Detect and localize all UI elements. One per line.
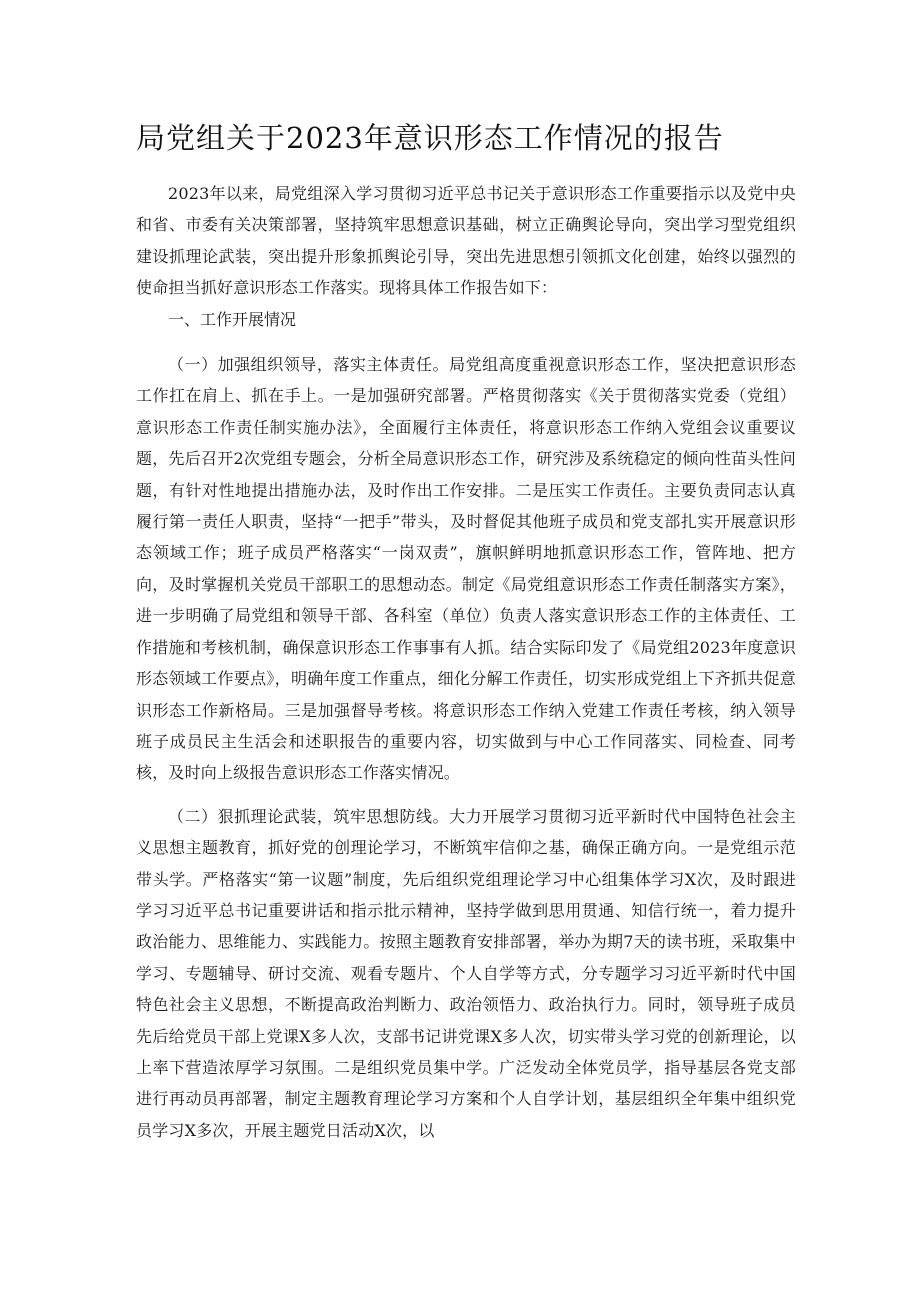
section-heading-1: 一、工作开展情况 (168, 309, 297, 329)
body-paragraph-2: （二）狠抓理论武装，筑牢思想防线。大力开展学习贯彻习近平新时代中国特色社会主义思想主题教育，抓好党的创理论学习，不断筑牢信仰之基，确保正确方向。一是党组示范带头学。严格落实“第一议题”制度，先后组织党组理论学习中心组集体学习X次，及时跟进学习习近平总书记重要讲话和指示批示精神，坚持学做到思用贯通、知信行统一，着力提升政治能力、思维能力、实践能力。按照主题教育安排部署，举办为期7天的读书班，采取集中学习、专题辅导、研讨交流、观看专题片、个人自学等方式，分专题学习习近平新时代中国特色社会主义思想，不断提高政治判断力、政治领悟力、政治执行力。同时，领导班子成员先后给党员干部上党课X多人次，支部书记讲党课X多人次，切实带头学习党的创新理论，以上率下营造浓厚学习氛围。二是组织党员集中学。广泛发动全体党员学，指导基层各党支部进行再动员再部署，制定主题教育理论学习方案和个人自学计划，基层组织全年集中组织党员学习X多次，开展主题党日活动X次，以 (136, 806, 796, 1140)
document-body (136, 178, 796, 1146)
document-title: 局党组关于2023年意识形态工作情况的报告 (136, 121, 724, 155)
body-paragraph-1: （一）加强组织领导，落实主体责任。局党组高度重视意识形态工作，坚决把意识形态工作扛在肩上、抓在手上。一是加强研究部署。严格贯彻落实《关于贯彻落实党委（党组）意识形态工作责任制实施办法》，全面履行主体责任，将意识形态工作纳入党组会议重要议题，先后召开2次党组专题会，分析全局意识形态工作，研究涉及系统稳定的倾向性苗头性问题，有针对性地提出措施办法，及时作出工作安排。二是压实工作责任。主要负责同志认真履行第一责任人职责，坚持“一把手”带头，及时督促其他班子成员和党支部扎实开展意识形态领域工作；班子成员严格落实“一岗双责”，旗帜鲜明地抓意识形态工作，管阵地、把方向，及时掌握机关党员干部职工的思想动态。制定《局党组意识形态工作责任制落实方案》，进一步明确了局党组和领导干部、各科室（单位）负责人落实意识形态工作的主体责任、工作措施和考核机制，确保意识形态工作事事有人抓。结合实际印发了《局党组2023年度意识形态领域工作要点》，明确年度工作重点，细化分解工作责任，切实形成党组上下齐抓共促意识形态工作新格局。三是加强督导考核。将意识形态工作纳入党建工作责任考核，纳入领导班子成员民主生活会和述职报告的重要内容，切实做到与中心工作同落实、同检查、同考核，及时向上级报告意识形态工作落实情况。 (136, 355, 796, 783)
intro-paragraph: 2023年以来，局党组深入学习贯彻习近平总书记关于意识形态工作重要指示以及党中央和省、市委有关决策部署，坚持筑牢思想意识基础，树立正确舆论导向，突出学习型党组织建设抓理论武装，突出提升形象抓舆论引导，突出先进思想引领抓文化创建，始终以强烈的使命担当抓好意识形态工作落实。现将具体工作报告如下： (136, 184, 796, 298)
